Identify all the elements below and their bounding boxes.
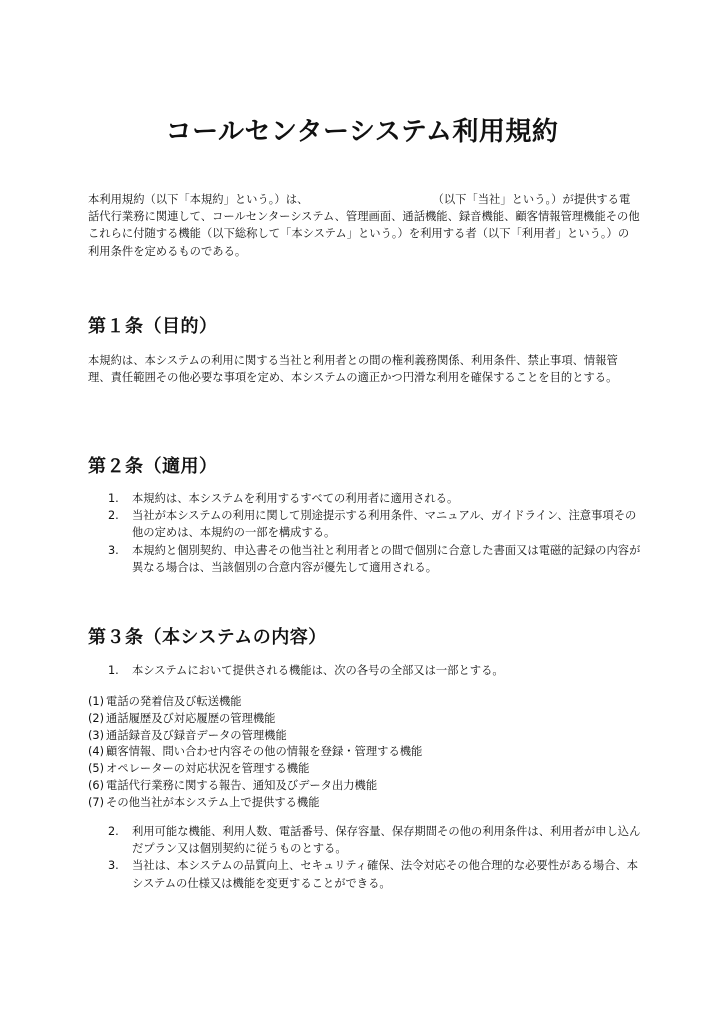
subitem-text: 通話録音及び録音データの管理機能 — [106, 728, 287, 742]
subitem-text: 電話の発着信及び転送機能 — [106, 695, 242, 708]
list-item-number: 2. — [108, 509, 119, 523]
subitem-text: 顧客情報、問い合わせ内容その他の情報を登録・管理する機能 — [106, 745, 423, 759]
subitem-number: (7) — [88, 795, 105, 809]
subitem-number: (3) — [88, 728, 105, 742]
list-item — [0, 823, 642, 857]
subitem — [88, 728, 422, 745]
list-item — [0, 542, 642, 576]
subitem — [88, 761, 422, 778]
intro-paragraph: 本利用規約（以下「本規約」という。）は、 （以下「当社」という。）が提供する電話代行業務に関連して、コールセンターシステム、管理画面、通話機能、録音機能、顧客情報管理機能その他これらに付随する機能（以下総称して「本システム」という。）を利用する者（以下「利用者」という。）の利用条件を定めるものである。 — [88, 193, 640, 258]
list-item-text: 当社は、本システムの品質向上、セキュリティ確保、法令対応その他合理的な必要性がある場合、本システムの仕様又は機能を変更することができる。 — [132, 859, 639, 890]
subitem — [88, 778, 422, 795]
list-item-number: 1. — [108, 664, 119, 677]
subitem-number: (5) — [88, 762, 105, 776]
subitem-text: その他当社が本システム上で提供する機能 — [106, 795, 320, 809]
subitem-text: 電話代行業務に関する報告、通知及びデータ出力機能 — [106, 778, 378, 792]
list-item-number: 3. — [108, 859, 119, 873]
article-3-list-start — [0, 662, 724, 679]
subitem — [88, 694, 422, 711]
list-item — [0, 857, 642, 891]
article-1-heading: 第１条（目的） — [88, 316, 218, 337]
list-item — [0, 662, 642, 679]
subitem-text: オペレーターの対応状況を管理する機能 — [106, 762, 310, 776]
list-item-text: 本規約は、本システムを利用するすべての利用者に適用される。 — [132, 492, 459, 505]
subitem-text: 通話履歴及び対応履歴の管理機能 — [106, 711, 276, 725]
article-3-heading: 第３条（本システムの内容） — [88, 627, 327, 648]
subitem-number: (1) — [88, 695, 105, 708]
list-item-text: 当社が本システムの利用に関して別途提示する利用条件、マニュアル、ガイドライン、注意事項その他の定めは、本規約の一部を構成する。 — [132, 509, 637, 540]
list-item-text: 利用可能な機能、利用人数、電話番号、保存容量、保存期間その他の利用条件は、利用者が申し込んだプラン又は個別契約に従うものとする。 — [132, 825, 641, 856]
list-item-text: 本規約と個別契約、申込書その他当社と利用者との間で個別に合意した書面又は電磁的記録の内容が異なる場合は、当該個別の合意内容が優先して適用される。 — [132, 543, 641, 574]
subitem — [88, 711, 422, 728]
article-1-body: 本規約は、本システムの利用に関する当社と利用者との間の権利義務関係、利用条件、禁止事項、情報管理、責任範囲その他必要な事項を定め、本システムの適正かつ円滑な利用を確保することを目的とする。 — [88, 354, 618, 385]
subitem — [88, 744, 422, 761]
article-3-subitems — [88, 694, 422, 812]
list-item-number: 2. — [108, 825, 119, 838]
article-2-list — [0, 490, 724, 576]
list-item-number: 3. — [108, 543, 119, 557]
document-title: コールセンターシステム利用規約 — [165, 117, 559, 147]
subitem — [88, 795, 422, 812]
article-2-heading: 第２条（適用） — [88, 456, 218, 477]
article-3-list-end — [0, 823, 724, 892]
subitem-number: (6) — [88, 778, 105, 792]
list-item-number: 1. — [108, 492, 119, 505]
list-item — [0, 507, 642, 541]
list-item — [0, 490, 642, 507]
list-item-text: 本システムにおいて提供される機能は、次の各号の全部又は一部とする。 — [132, 664, 504, 677]
subitem-number: (4) — [88, 745, 105, 759]
subitem-number: (2) — [88, 711, 105, 725]
